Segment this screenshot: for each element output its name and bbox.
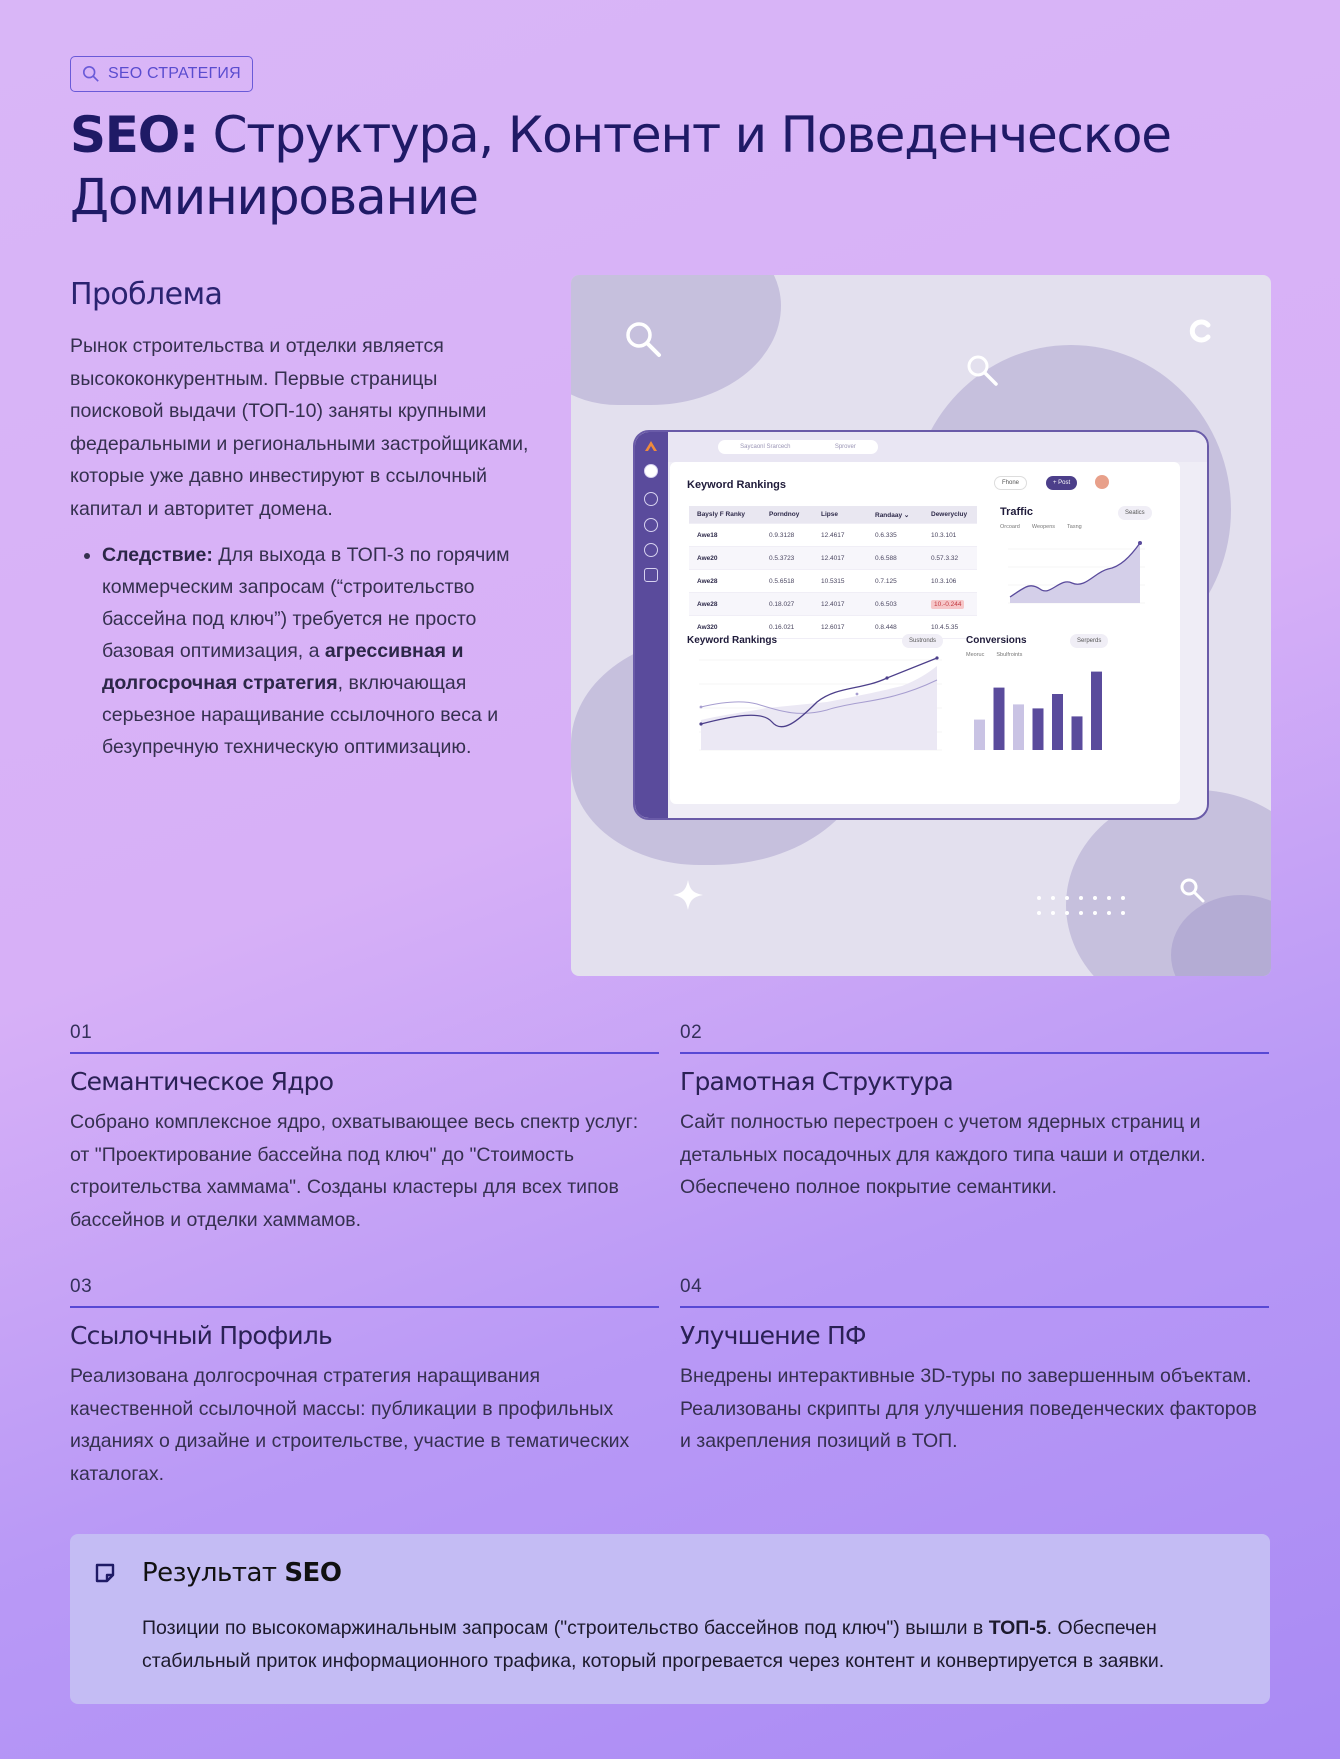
problem-section — [70, 276, 530, 763]
table-cell: 12.4017 — [821, 554, 845, 562]
legend-item: Weopens — [1031, 524, 1056, 530]
step-text: Реализована долгосрочная стратегия наращивания качественной ссылочной массы: публикации в профильных изданиях о дизайне и строительстве, участие в тематических каталогах. — [70, 1365, 630, 1485]
table-cell: 0.9.3128 — [769, 531, 795, 539]
legend-item: Sbulfroints — [996, 652, 1023, 658]
conversion-bar — [994, 688, 1005, 750]
result-emphasis: ТОП-5 — [988, 1617, 1047, 1639]
step-title: Грамотная Структура — [680, 1067, 953, 1096]
c-letter-icon — [1187, 317, 1215, 345]
title-strong: SEO: — [70, 106, 198, 164]
dots-pattern — [1036, 895, 1132, 921]
dashboard-illustration — [571, 275, 1271, 976]
table-cell: 10.4.5.35 — [931, 623, 959, 631]
problem-list — [70, 539, 530, 763]
divider — [70, 1052, 659, 1054]
conversion-bar — [1072, 716, 1083, 750]
table-cell: 12.4017 — [821, 600, 845, 608]
keyword-line-chart — [687, 652, 947, 760]
table-cell: Aw320 — [697, 623, 718, 631]
rankings-table — [689, 506, 977, 639]
problem-bullet — [102, 539, 530, 763]
magnifier-icon — [1179, 877, 1207, 905]
bullet-label: Следствие: — [102, 544, 213, 566]
magnifier-icon — [965, 353, 1003, 391]
step-link-profile — [70, 1276, 659, 1490]
table-cell: 12.6017 — [821, 623, 845, 631]
conversions-bar-chart — [966, 662, 1116, 752]
badge-label: SEO СТРАТЕГИЯ — [108, 65, 241, 82]
conversions-legend — [966, 652, 1022, 658]
table-cell: 0.18.027 — [769, 600, 795, 608]
table-row[interactable] — [689, 547, 977, 570]
title-rest: Структура, Контент и Поведенческое Доминирование — [70, 106, 1171, 226]
table-cell: Awe20 — [697, 554, 718, 562]
step-number: 02 — [680, 1022, 703, 1043]
step-title: Ссылочный Профиль — [70, 1321, 332, 1350]
step-text: Собрано комплексное ядро, охватывающее весь спектр услуг: от "Проектирование бассейна под ключ" до "Стоимость строительства хаммама". Созданы кластеры для всех типов бассейнов и отделки хаммамов. — [70, 1111, 639, 1231]
note-icon — [94, 1562, 116, 1584]
step-structure — [680, 1022, 1269, 1204]
avatar[interactable] — [1095, 475, 1109, 489]
keyword-chart-title: Keyword Rankings — [687, 635, 778, 646]
table-cell: 0.6.503 — [875, 600, 897, 608]
dashboard-sidebar — [635, 432, 668, 818]
logo-icon — [644, 440, 658, 452]
step-behavioral — [680, 1276, 1269, 1458]
step-semantic-core — [70, 1022, 659, 1236]
search-icon — [82, 65, 100, 83]
post-button[interactable]: + Post — [1046, 476, 1077, 490]
col-header: Porndnoy — [769, 511, 800, 518]
step-title: Улучшение ПФ — [680, 1321, 866, 1350]
table-cell: 10.3.101 — [931, 531, 957, 539]
table-cell: 0.57.3.32 — [931, 554, 959, 562]
legend-item: Meoruc — [966, 652, 985, 658]
dashboard-search[interactable] — [718, 440, 878, 454]
traffic-legend — [1000, 524, 1082, 530]
result-title-plain: Результат — [142, 1558, 285, 1588]
conversion-bar — [1013, 704, 1024, 750]
conversion-bar — [1052, 694, 1063, 750]
table-row[interactable] — [689, 524, 977, 547]
col-header[interactable]: Randaay ⌄ — [875, 511, 910, 519]
step-text: Внедрены интерактивные 3D-туры по завершенным объектам. Реализованы скрипты для улучшения поведенческих факторов и закрепления позиций в ТОП. — [680, 1365, 1257, 1452]
problem-heading: Проблема — [70, 277, 223, 312]
step-number: 03 — [70, 1276, 93, 1297]
problem-lead: Рынок строительства и отделки является высококонкурентным. Первые страницы поисковой выдачи (ТОП-10) заняты крупными федеральными и региональными застройщиками, которые уже давно инвестируют в ссылочный капитал и авторитет домена. — [70, 335, 529, 520]
table-cell: 0.8.448 — [875, 623, 897, 631]
divider — [680, 1306, 1269, 1308]
step-number: 01 — [70, 1022, 93, 1043]
step-number: 04 — [680, 1276, 703, 1297]
search-nav-icon[interactable] — [644, 464, 658, 478]
legend-item: Tasng — [1067, 524, 1082, 530]
dashboard-topbar — [668, 432, 1207, 462]
conversions-pill[interactable]: Serperds — [1070, 634, 1108, 648]
conversion-bar — [974, 720, 985, 750]
step-title: Семантическое Ядро — [70, 1067, 334, 1096]
traffic-chart — [1000, 537, 1150, 617]
table-cell: 0.6.335 — [875, 531, 897, 539]
dashboard-window — [633, 430, 1209, 820]
step-text: Сайт полностью перестроен с учетом ядерных страниц и детальных посадочных для каждого типа чаши и отделки. Обеспечено полное покрытие семантики. — [680, 1111, 1206, 1198]
bullet-text-2: , включающая серьезное наращивание ссылочного веса и безупречную техническую оптимизацию. — [102, 672, 499, 758]
result-title-strong: SEO — [284, 1558, 342, 1588]
search-placeholder: Saycaonl Srarcech — [740, 444, 791, 450]
legend-item: Orcoard — [1000, 524, 1020, 530]
table-cell: 0.7.125 — [875, 577, 897, 585]
table-cell: 12.4617 — [821, 531, 845, 539]
section-badge — [70, 56, 253, 92]
conversion-bar — [1091, 672, 1102, 750]
table-cell: 0.5.6518 — [769, 577, 795, 585]
table-cell: 10.3.106 — [931, 577, 957, 585]
result-callout — [70, 1534, 1270, 1704]
traffic-pill[interactable]: Seatics — [1118, 506, 1152, 520]
table-row[interactable] — [689, 593, 977, 616]
traffic-title: Traffic — [1000, 506, 1034, 518]
sparkle-icon — [671, 878, 705, 912]
magnifier-icon — [623, 319, 667, 363]
explore-nav-icon[interactable] — [644, 518, 658, 532]
col-header: Baysly F Ranky — [697, 511, 746, 518]
add-nav-icon[interactable] — [644, 543, 658, 557]
dashboard-nav-icon[interactable] — [644, 492, 658, 506]
filter-dropdown[interactable]: Fhone — [994, 476, 1027, 490]
result-title — [142, 1558, 341, 1588]
negative-value-badge: 10.-0.244 — [931, 600, 964, 609]
table-cell: 0.16.021 — [769, 623, 795, 631]
table-header — [689, 506, 977, 524]
bullet-text-1: Для выхода в ТОП-3 по горячим коммерческим запросам (“строительство бассейна под ключ”) требуется не просто базовая оптимизация, а — [102, 544, 510, 662]
table-cell: Awe28 — [697, 600, 718, 608]
bullet-emphasis: агрессивная и долгосрочная стратегия — [102, 640, 464, 694]
conversion-bar — [1033, 708, 1044, 750]
users-nav-icon[interactable] — [644, 568, 658, 582]
keyword-chart-pill[interactable]: Sustronds — [902, 634, 943, 648]
table-cell: Awe28 — [697, 577, 718, 585]
search-button[interactable]: Sprover — [834, 444, 856, 450]
result-text — [142, 1612, 1252, 1677]
table-cell: 10.5315 — [821, 577, 845, 585]
result-text-2: . Обеспечен стабильный приток информационного трафика, который прогревается через контент и конвертируется в заявки. — [142, 1617, 1165, 1672]
col-header: Dewerycluy — [931, 511, 968, 518]
table-row[interactable] — [689, 570, 977, 593]
divider — [70, 1306, 659, 1308]
conversions-title: Conversions — [966, 635, 1027, 646]
result-text-1: Позиции по высокомаржинальным запросам ("строительство бассейнов под ключ") вышли в — [142, 1617, 989, 1639]
divider — [680, 1052, 1269, 1054]
dashboard-panel — [670, 462, 1180, 804]
table-cell: 0.6.588 — [875, 554, 897, 562]
table-cell: Awe18 — [697, 531, 718, 539]
rankings-title: Keyword Rankings — [687, 479, 787, 491]
page-title — [70, 104, 1230, 228]
table-cell: 0.5.3723 — [769, 554, 795, 562]
col-header: Lipse — [821, 511, 838, 518]
